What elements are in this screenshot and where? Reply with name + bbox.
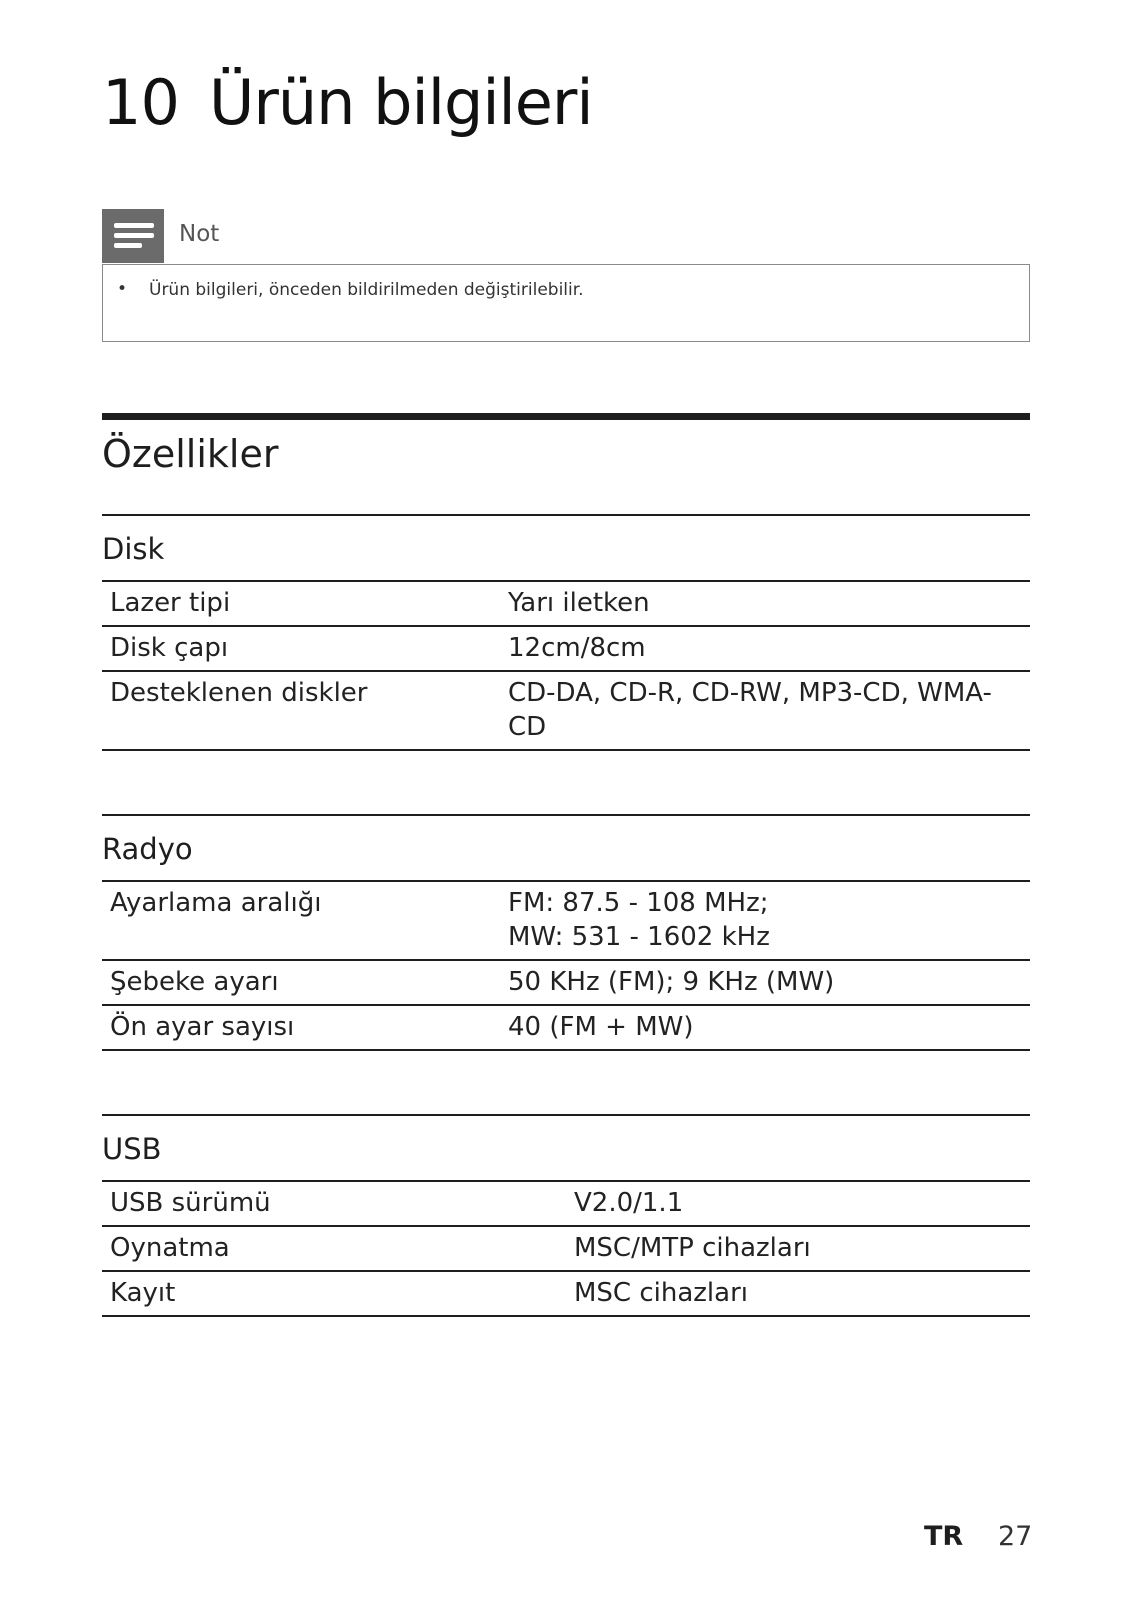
spec-row xyxy=(102,1182,1030,1227)
spec-row xyxy=(102,672,1030,751)
note-box xyxy=(102,264,1030,342)
spec-row xyxy=(102,627,1030,672)
spec-value: FM: 87.5 - 108 MHz; MW: 531 - 1602 kHz xyxy=(508,888,770,952)
spec-value: MSC cihazları xyxy=(574,1278,749,1308)
chapter-heading xyxy=(102,66,593,139)
spec-value: MSC/MTP cihazları xyxy=(574,1233,811,1263)
spec-row xyxy=(102,961,1030,1006)
spec-key: Ayarlama aralığı xyxy=(110,888,322,918)
spec-row xyxy=(102,582,1030,627)
group-title: USB xyxy=(102,1116,1030,1182)
spec-value: 50 KHz (FM); 9 KHz (MW) xyxy=(508,967,835,997)
spec-key: Ön ayar sayısı xyxy=(110,1012,295,1042)
spec-group-disk xyxy=(102,514,1030,751)
spec-value: 40 (FM + MW) xyxy=(508,1012,694,1042)
footer-language: TR xyxy=(924,1521,964,1552)
section-title: Özellikler xyxy=(102,432,279,476)
spec-value: V2.0/1.1 xyxy=(574,1188,684,1218)
spec-key: Desteklenen diskler xyxy=(110,678,368,708)
spec-value: 12cm/8cm xyxy=(508,633,646,663)
spec-value: Yarı iletken xyxy=(508,588,650,618)
spec-value: CD-DA, CD-R, CD-RW, MP3-CD, WMA- CD xyxy=(508,678,992,742)
spec-row xyxy=(102,1272,1030,1317)
section-divider xyxy=(102,413,1030,420)
note-label: Not xyxy=(179,221,220,247)
note-icon xyxy=(102,209,164,263)
spec-key: Kayıt xyxy=(110,1278,176,1308)
note-item: Ürün bilgileri, önceden bildirilmeden değiştirilebilir. xyxy=(149,280,584,300)
spec-key: Oynatma xyxy=(110,1233,230,1263)
spec-key: Şebeke ayarı xyxy=(110,967,279,997)
spec-group-radio xyxy=(102,814,1030,1051)
spec-row xyxy=(102,1006,1030,1051)
spec-key: Disk çapı xyxy=(110,633,229,663)
spec-group-usb xyxy=(102,1114,1030,1317)
spec-row xyxy=(102,882,1030,961)
spec-row xyxy=(102,1227,1030,1272)
page-number: 27 xyxy=(998,1521,1033,1552)
group-title: Radyo xyxy=(102,816,1030,882)
group-title: Disk xyxy=(102,516,1030,582)
spec-key: USB sürümü xyxy=(110,1188,271,1218)
spec-key: Lazer tipi xyxy=(110,588,231,618)
chapter-number: 10 xyxy=(102,66,179,139)
chapter-title: Ürün bilgileri xyxy=(209,66,593,139)
note-bullet: • xyxy=(117,279,128,299)
